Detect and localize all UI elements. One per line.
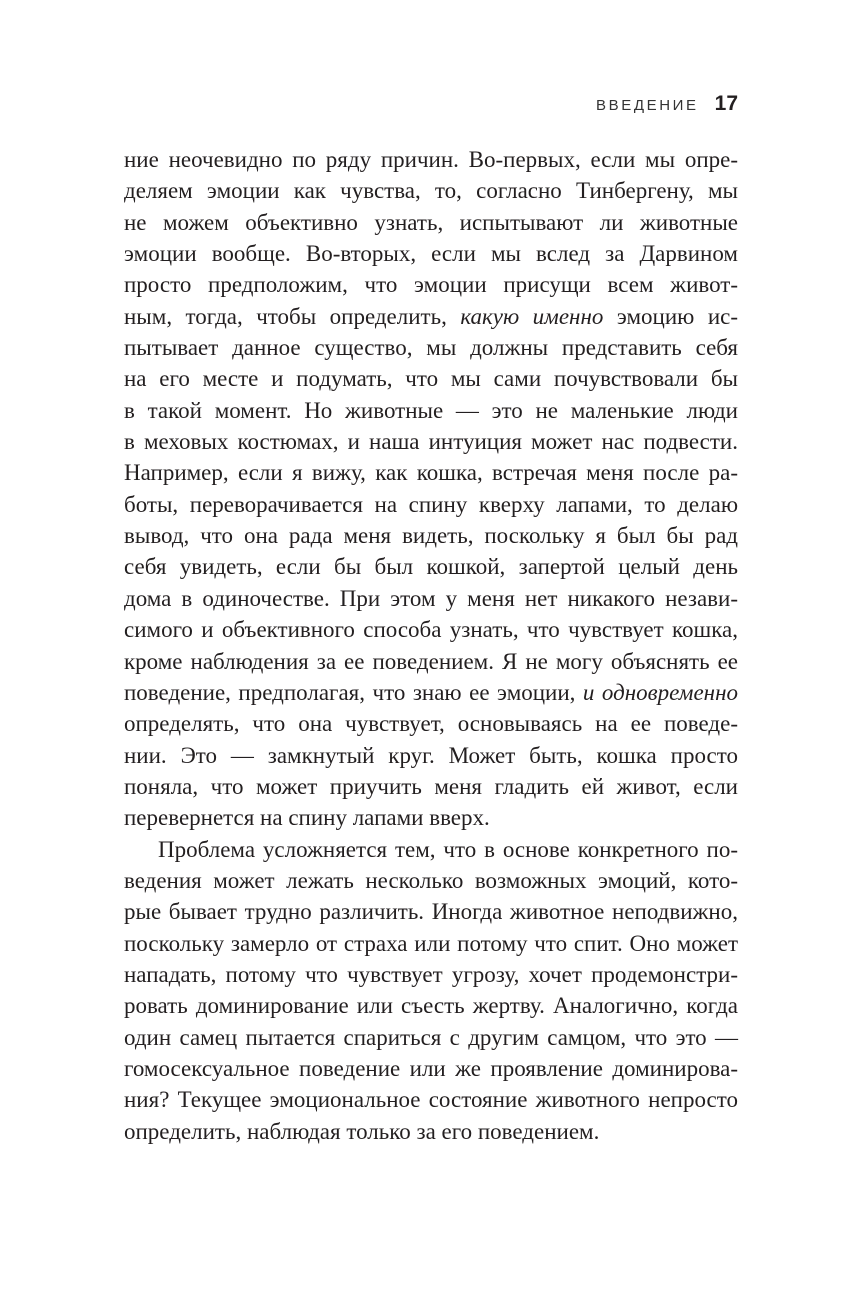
text-line: определить, наблюдая только за его поведением. bbox=[124, 1118, 600, 1144]
text-line: поскольку замерло от страха или потому что спит. Оно может bbox=[124, 930, 738, 956]
text-line: нии. Это — замкнутый круг. Может быть, кошка просто bbox=[124, 742, 738, 768]
text-line: Например, если я вижу, как кошка, встречая меня после ра- bbox=[124, 460, 738, 486]
text-line: симого и объективного способа узнать, что чувствует кошка, bbox=[124, 617, 738, 643]
text-line: просто предположим, что эмоции присущи всем живот- bbox=[124, 272, 738, 298]
text-line: нападать, потому что чувствует угрозу, хочет продемонстри- bbox=[124, 961, 738, 987]
text-line: в такой момент. Но животные — это не маленькие люди bbox=[124, 397, 738, 423]
text-line: рые бывает трудно различить. Иногда животное неподвижно, bbox=[124, 899, 738, 925]
text-line: не можем объективно узнать, испытывают ли животные bbox=[124, 209, 738, 235]
text-line: вывод, что она рада меня видеть, поскольку я был бы рад bbox=[124, 523, 738, 549]
page-number: 17 bbox=[714, 92, 738, 115]
body-text bbox=[124, 144, 738, 1147]
text-line: пытывает данное существо, мы должны представить себя bbox=[124, 335, 738, 361]
text-line: дома в одиночестве. При этом у меня нет никакого незави- bbox=[124, 585, 738, 611]
running-head bbox=[596, 92, 738, 116]
text-line: ния? Текущее эмоциональное состояние животного непросто bbox=[124, 1087, 738, 1113]
text-line: определять, что она чувствует, основываясь на ее поведе- bbox=[124, 711, 738, 737]
text-line: ведения может лежать несколько возможных эмоций, кото- bbox=[124, 867, 738, 893]
text-line: себя увидеть, если бы был кошкой, запертой целый день bbox=[124, 554, 738, 580]
text-line bbox=[124, 677, 738, 708]
text-segment: эмоцию ис- bbox=[603, 303, 738, 329]
text-line: гомосексуальное поведение или же проявление доминирова- bbox=[124, 1055, 738, 1081]
italic-emphasis: какую именно bbox=[460, 303, 604, 329]
text-line: на его месте и подумать, что мы сами почувствовали бы bbox=[124, 366, 738, 392]
paragraph-start-line: Проблема усложняется тем, что в основе конкретного по- bbox=[158, 836, 738, 862]
text-line: деляем эмоции как чувства, то, согласно Тинбергену, мы bbox=[124, 178, 738, 204]
text-line: эмоции вообще. Во-вторых, если мы вслед за Дарвином bbox=[124, 241, 738, 267]
text-line: боты, переворачивается на спину кверху лапами, то делаю bbox=[124, 491, 738, 517]
text-line bbox=[124, 301, 738, 332]
text-line: кроме наблюдения за ее поведением. Я не могу объяснять ее bbox=[124, 648, 738, 674]
text-line: перевернется на спину лапами вверх. bbox=[124, 805, 490, 831]
text-line: ние неочевидно по ряду причин. Во-первых, если мы опре- bbox=[124, 147, 738, 172]
text-segment: ным, тогда, чтобы определить, bbox=[124, 303, 461, 329]
italic-emphasis: и одновременно bbox=[582, 679, 738, 705]
section-title: ВВЕДЕНИЕ bbox=[596, 97, 699, 114]
text-line: поняла, что может приучить меня гладить ей живот, если bbox=[124, 773, 738, 799]
text-segment: поведение, предполагая, что знаю ее эмоции, bbox=[124, 679, 583, 705]
text-line: один самец пытается спариться с другим самцом, что это — bbox=[124, 1024, 738, 1050]
text-line: в меховых костюмах, и наша интуиция может нас подвести. bbox=[124, 429, 738, 455]
text-line: ровать доминирование или съесть жертву. Аналогично, когда bbox=[124, 993, 738, 1019]
